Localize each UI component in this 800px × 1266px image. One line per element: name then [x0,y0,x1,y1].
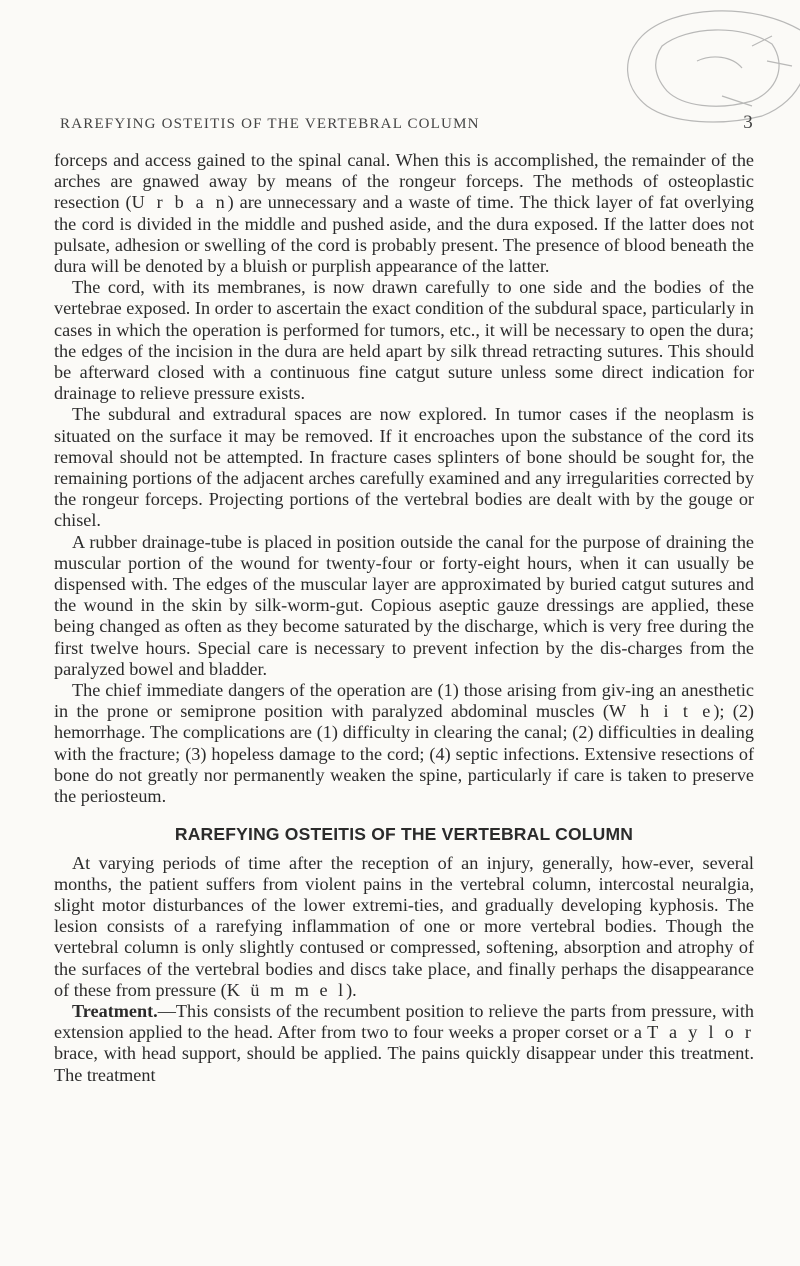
paragraph-text: The chief immediate dangers of the operation are (1) those arising from giv-ing an anesthetic in the prone or semiprone position with paralyzed abdominal muscles ( [54,680,754,722]
run-in-heading: Treatment. [72,1000,158,1021]
paragraph-text: ) are unnecessary and a waste of time. The thick layer of fat overlying the cord is divided in the middle and pushed aside, and the dura exposed. If the latter does not pulsate, adhesion or swelling of the cord is probably present. The presence of blood beneath the dura will be denoted by a bluish or purplish appearance of the latter. [54,192,754,277]
paragraph-text: At varying periods of time after the reception of an injury, generally, how-ever, several months, the patient suffers from violent pains in the vertebral column, intercostal neuralgia, slight motor disturbances of the lower extremi-ties, and gradually developing kyphosis. The lesion consists of a rarefying inflammation of one or more vertebral bodies. Though the vertebral column is only slightly contused or compressed, softening, absorption and atrophy of the surfaces of the vertebral bodies and discs take place, and finally perhaps the disappearance of these from pressure ( [54,852,754,1000]
author-name: K ü m m e l [226,979,347,1000]
paragraph-text: brace, with head support, should be applied. The pains quickly disappear under this treatment. The treatment [54,1043,754,1085]
author-name: U r b a n [131,192,228,213]
paragraph: A rubber drainage-tube is placed in position outside the canal for the purpose of draining the muscular portion of the wound for twenty-four or forty-eight hours, when it can usually be dispensed with. The edges of the muscular layer are approximated by buried catgut sutures and the wound in the skin by silk-worm-gut. Copious aseptic gauze dressings are applied, these being changed as often as they become saturated by the discharge, which is very free during the first twelve hours. Special care is necessary to prevent infection by the dis-charges from the paralyzed bowel and bladder. [54,531,754,679]
body-text [54,150,754,1086]
page-number: 3 [743,112,754,133]
paragraph-text: ); (2) hemorrhage. The complications are (1) difficulty in clearing the canal; (2) difficulties in dealing with the fracture; (3) hopeless damage to the cord; (4) septic infections. Extensive resections of bone do not greatly nor permanently weaken the spine, particularly if care is taken to preserve the periosteum. [54,701,754,807]
section-heading: RAREFYING OSTEITIS OF THE VERTEBRAL COLUMN [174,824,634,845]
library-stamp-icon [602,6,800,126]
author-name: W h i t e [608,701,714,722]
paragraph-text: ). [346,979,357,1000]
paragraph [54,680,754,807]
running-title: RAREFYING OSTEITIS OF THE VERTEBRAL COLUMN [60,116,480,132]
paragraph: The subdural and extradural spaces are now explored. In tumor cases if the neoplasm is situated on the surface it may be removed. If it encroaches upon the substance of the cord its removal should not be attempted. In fracture cases splinters of bone should be sought for, the remaining portions of the adjacent arches carefully examined and any irregularities corrected by the rongeur forceps. Projecting portions of the vertebral bodies are dealt with by the gouge or chisel. [54,404,754,531]
author-name: T a y l o r [647,1022,754,1043]
paragraph [54,853,754,1001]
paragraph [54,1001,754,1086]
paragraph-text: —This consists of the recumbent position to relieve the parts from pressure, with extension applied to the head. After from two to four weeks a proper corset or a [54,1000,754,1043]
paragraph-text: forceps and access gained to the spinal canal. When this is accomplished, the remainder of the arches are gnawed away by means of the rongeur forceps. The methods of osteoplastic resection ( [54,150,754,213]
paragraph [54,150,754,277]
paragraph: The cord, with its membranes, is now drawn carefully to one side and the bodies of the vertebrae exposed. In order to ascertain the exact condition of the subdural space, particularly in cases in which the operation is performed for tumors, etc., it will be necessary to open the dura; the edges of the incision in the dura are held apart by silk thread retracting sutures. This should be afterward closed with a continuous fine catgut suture unless some direct indication for drainage to relieve pressure exists. [54,277,754,404]
